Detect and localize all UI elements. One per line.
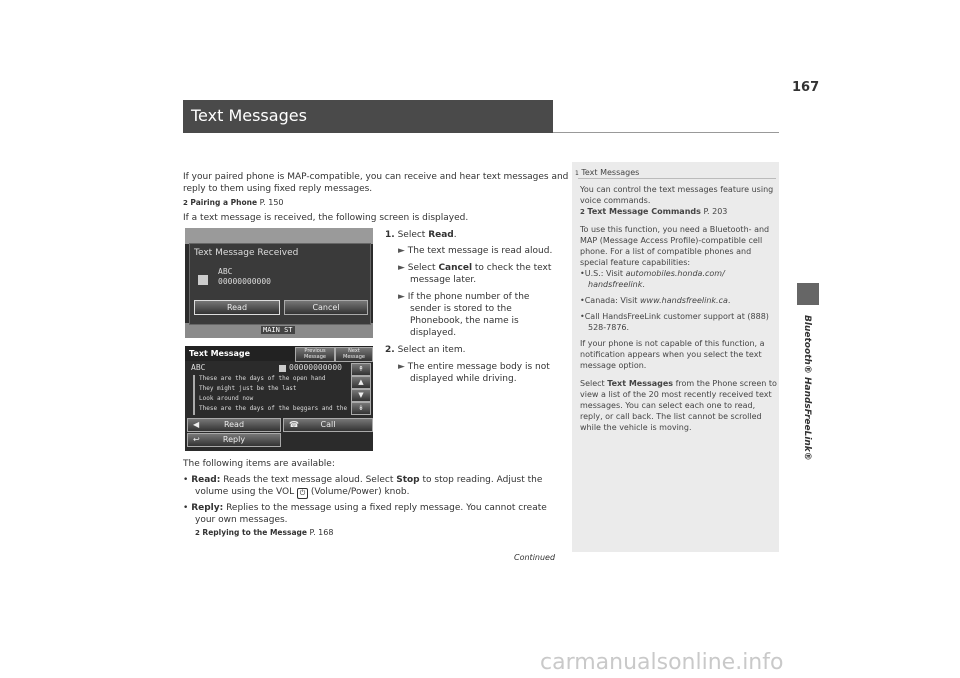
phone-icon <box>198 275 208 285</box>
note-bullet-call-l2: 528-7876. <box>588 323 630 332</box>
note-p1-l1: You can control the text messages feature using <box>580 185 774 194</box>
step-1: 1. Select Read. <box>385 230 457 240</box>
triangle-bullet-icon: ► <box>398 246 405 256</box>
note-bullet-us: •U.S.: Visit automobiles.honda.com/ <box>580 269 725 278</box>
map-background <box>185 228 373 244</box>
scroll-bottom-button[interactable]: ↡ <box>351 402 371 415</box>
items-intro: The following items are available: <box>183 459 335 469</box>
ref-replying[interactable]: 2 Replying to the Message P. 168 <box>195 528 334 537</box>
dialog-box <box>189 243 371 325</box>
step-1-sub-3-line-3: Phonebook, the name is <box>410 316 519 326</box>
step-1-sub-1: ► The text message is read aloud. <box>398 246 553 256</box>
street-label: MAIN ST <box>263 326 293 334</box>
step-1-sub-3: ► If the phone number of the <box>398 292 530 302</box>
message-line-4: These are the days of the beggars and the <box>199 405 348 412</box>
note-p2-l1: To use this function, you need a Bluetooth- and <box>580 225 770 234</box>
side-label: Bluetooth® HandsFreeLink® <box>802 315 812 461</box>
continued-label: Continued <box>514 553 556 562</box>
watermark: carmanualsonline.info <box>540 650 784 675</box>
phone-handset-icon: ☎ <box>289 420 299 429</box>
previous-message-button[interactable]: Previous Message <box>295 347 335 362</box>
screenshot-text-received <box>185 228 373 338</box>
ref-arrow-icon: 2 <box>195 529 200 537</box>
scroll-down-button[interactable]: ▼ <box>351 389 371 402</box>
note-p2-l4: special feature capabilities: <box>580 258 691 267</box>
note-rule <box>578 178 776 179</box>
call-button[interactable]: ☎ Call <box>283 418 373 432</box>
step-2-sub-1: ► The entire message body is not <box>398 362 550 372</box>
section-title: Text Messages <box>191 106 307 125</box>
item-reply: • Reply: Replies to the message using a fixed reply message. You cannot create <box>183 503 547 513</box>
ref-arrow-icon: 2 <box>183 199 188 207</box>
side-tab-marker <box>797 283 819 305</box>
message-line-2: They might just be the last <box>199 385 297 392</box>
cancel-button[interactable]: Cancel <box>284 300 368 315</box>
reply-button[interactable]: ↩ Reply <box>187 433 281 447</box>
note-p1-l2: voice commands. <box>580 196 651 205</box>
read-button[interactable]: Read <box>194 300 280 315</box>
message-scroll-indicator <box>193 375 195 415</box>
screenshot-text-message <box>185 346 373 451</box>
triangle-bullet-icon: ► <box>398 292 405 302</box>
step-1-sub-3-line-2: sender is stored to the <box>410 304 512 314</box>
reply-arrow-icon: ↩ <box>193 435 200 444</box>
ref-pairing[interactable]: 2 Pairing a Phone P. 150 <box>183 198 284 207</box>
note-p4-l2: view a list of the 20 most recently received text <box>580 390 772 399</box>
note-p4-l5: while the vehicle is moving. <box>580 423 692 432</box>
power-knob-icon: ⏻ <box>297 488 308 499</box>
note-title: 1 Text Messages <box>575 168 640 177</box>
note-p4-l3: messages. You can select each one to read, <box>580 401 756 410</box>
step-1-sub-2: ► Select Cancel to check the text <box>398 263 552 273</box>
item-read: • Read: Reads the text message aloud. Select Stop to stop reading. Adjust the <box>183 475 543 485</box>
note-p3-l3: message option. <box>580 361 647 370</box>
next-message-button[interactable]: Next Message <box>335 347 373 362</box>
message-sender-number: 00000000000 <box>289 363 342 372</box>
step-1-sub-2-line-2: message later. <box>410 275 477 285</box>
scroll-up-button[interactable]: ▲ <box>351 376 371 389</box>
intro-line-2: reply to them using fixed reply messages. <box>183 184 373 194</box>
title-rule <box>553 132 779 133</box>
page-number: 167 <box>792 80 820 95</box>
note-p3-l2: notification appears when you select the text <box>580 350 762 359</box>
dialog-header: Text Message Received <box>194 248 299 258</box>
step-1-sub-3-line-4: displayed. <box>410 328 457 338</box>
speaker-icon: ◀ <box>193 420 200 429</box>
item-read-line-2: volume using the VOL ⏻ (Volume/Power) knob. <box>195 487 410 497</box>
message-sender-name: ABC <box>191 363 206 372</box>
phone-icon <box>279 365 286 372</box>
note-p2-l2: MAP (Message Access Profile)-compatible cell <box>580 236 763 245</box>
note-bullet-call: •Call HandsFreeLink customer support at (888) <box>580 312 769 321</box>
note-marker-icon: 1 <box>575 170 579 177</box>
sender-number: 00000000000 <box>218 277 271 286</box>
message-line-3: Look around now <box>199 395 254 402</box>
note-p4-l4: reply, or call back. The list cannot be scrolled <box>580 412 762 421</box>
message-line-1: These are the days of the open hand <box>199 375 326 382</box>
note-bullet-canada: •Canada: Visit www.handsfreelink.ca. <box>580 296 731 305</box>
read-aloud-button[interactable]: ◀ Read <box>187 418 281 432</box>
triangle-bullet-icon: ► <box>398 263 405 273</box>
received-line: If a text message is received, the following screen is displayed. <box>183 213 469 223</box>
note-ref-voice[interactable]: 2 Text Message Commands P. 203 <box>580 207 728 216</box>
note-p3-l1: If your phone is not capable of this function, a <box>580 339 765 348</box>
intro-line-1: If your paired phone is MAP-compatible, you can receive and hear text messages and <box>183 172 569 182</box>
note-p4-l1: Select Text Messages from the Phone screen to <box>580 379 777 388</box>
note-p2-l3: phone. For a list of compatible phones and <box>580 247 752 256</box>
message-header: Text Message <box>189 349 251 358</box>
scroll-top-button[interactable]: ↟ <box>351 363 371 376</box>
triangle-bullet-icon: ► <box>398 362 405 372</box>
sender-name: ABC <box>218 267 233 276</box>
ref-arrow-icon: 2 <box>580 208 585 216</box>
item-reply-line-2: your own messages. <box>195 515 288 525</box>
step-2-sub-1-line-2: displayed while driving. <box>410 374 517 384</box>
step-2: 2. Select an item. <box>385 345 466 355</box>
note-bullet-us-l2: handsfreelink. <box>588 280 645 289</box>
